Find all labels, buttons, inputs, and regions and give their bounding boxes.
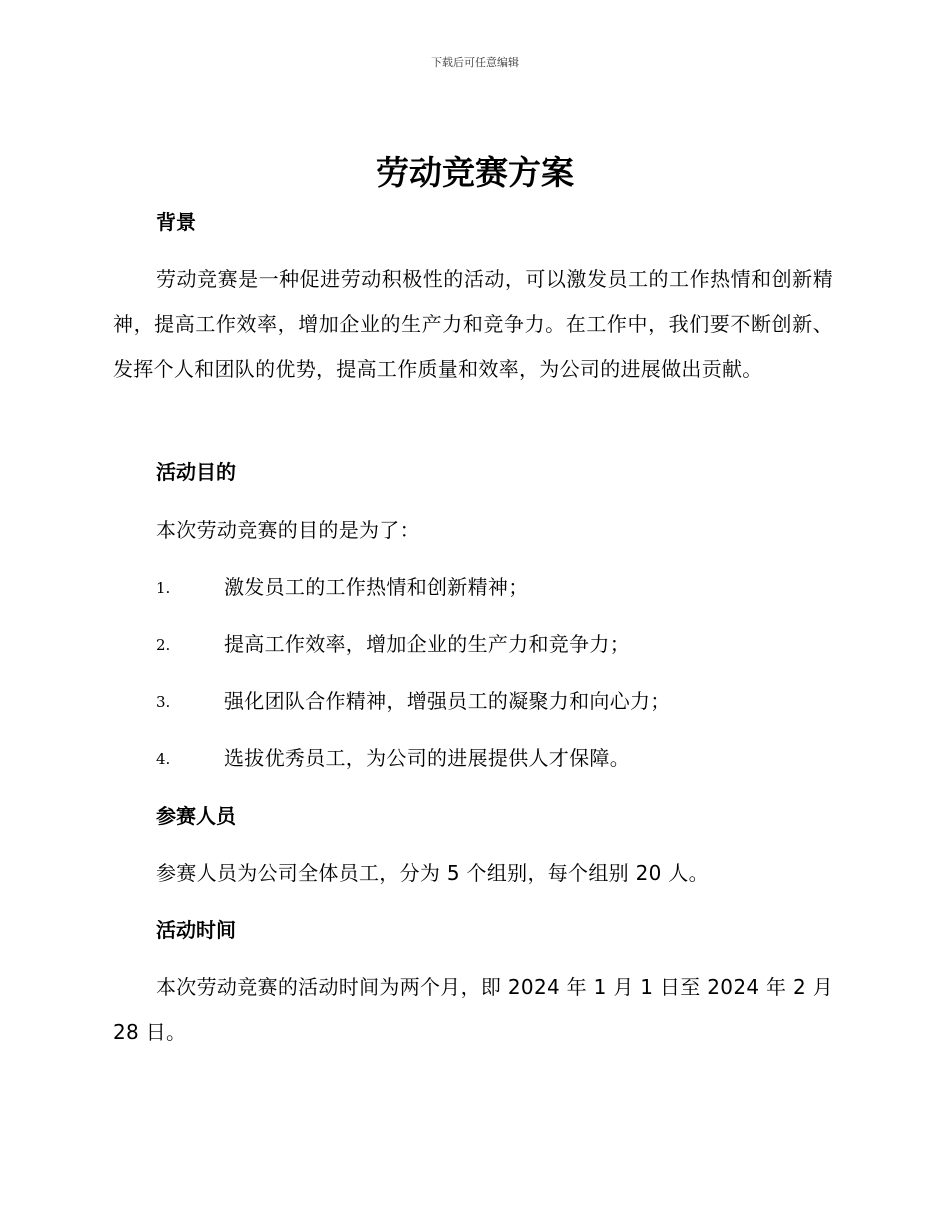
background-paragraph: 劳动竞赛是一种促进劳动积极性的活动，可以激发员工的工作热情和创新精神，提高工作效率，增加企业的生产力和竞争力。在工作中，我们要不断创新、发挥个人和团队的优势，提高工作质量和效率，为公司的进展做出贡献。	[113, 267, 833, 381]
time-paragraph: 本次劳动竞赛的活动时间为两个月，即 2024 年 1 月 1 日至 2024 年 2 月 28 日。	[113, 975, 833, 1044]
list-item-text: 选拔优秀员工，为公司的进展提供人才保障。	[224, 746, 630, 770]
list-item-number: 2.	[156, 636, 171, 654]
list-item-text: 激发员工的工作热情和创新精神；	[224, 575, 529, 599]
participants-paragraph: 参赛人员为公司全体员工，分为 5 个组别，每个组别 20 人。	[156, 861, 709, 885]
list-item	[156, 630, 856, 658]
page-header-note: 下载后可任意编辑	[431, 56, 519, 69]
list-item-number: 3.	[156, 693, 171, 711]
purpose-intro: 本次劳动竞赛的目的是为了：	[156, 518, 420, 542]
section-heading-participants: 参赛人员	[156, 804, 236, 828]
section-heading-background: 背景	[156, 210, 196, 234]
section-heading-time: 活动时间	[156, 918, 236, 942]
list-item-text: 强化团队合作精神，增强员工的凝聚力和向心力；	[224, 689, 671, 713]
list-item-number: 4.	[156, 750, 171, 768]
document-title: 劳动竞赛方案	[376, 153, 574, 192]
list-item-number: 1.	[156, 579, 171, 597]
section-heading-purpose: 活动目的	[156, 460, 236, 484]
list-item	[156, 687, 856, 715]
list-item	[156, 573, 856, 601]
list-item	[156, 744, 856, 772]
list-item-text: 提高工作效率，增加企业的生产力和竞争力；	[224, 632, 630, 656]
